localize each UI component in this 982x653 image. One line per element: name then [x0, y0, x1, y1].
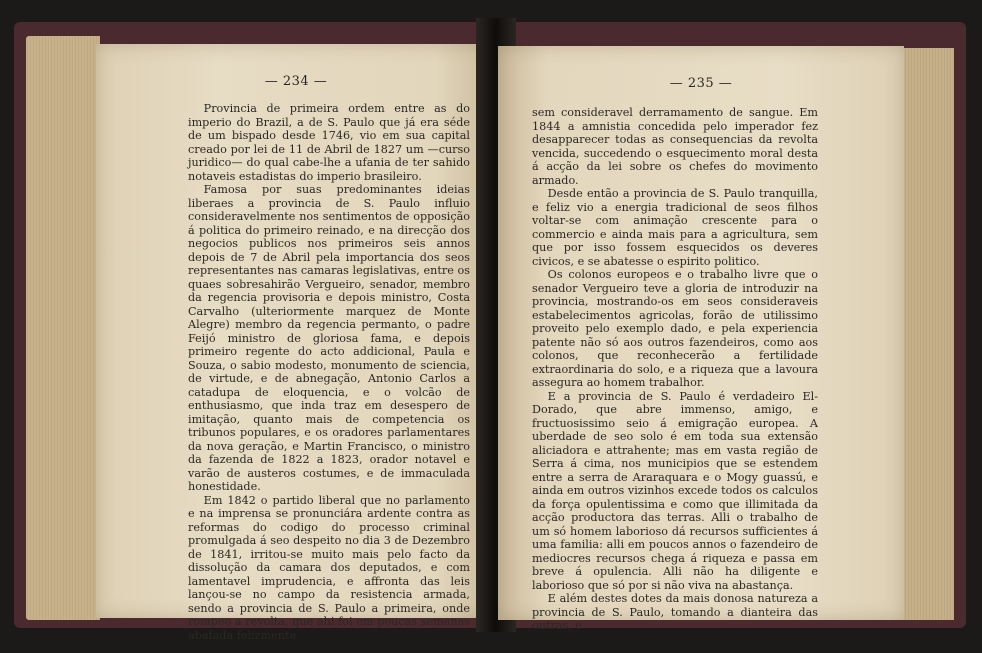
left-page — [96, 44, 496, 642]
right-page-text — [532, 106, 818, 633]
page-edges-right — [898, 48, 954, 620]
paragraph: Provincia de primeira ordem entre as do imperio do Brazil, a de S. Paulo que já era séde de um bispado desde 1746, vio em sua capital creado por lei de 11 de Abril de 1827 um —curso juridico— do qual cabe-lhe a ufania de ter sahido notaveis estadistas do imperio brasileiro. — [188, 102, 470, 183]
left-page-text — [188, 102, 470, 642]
page-number-235: — 235 — — [669, 76, 733, 91]
paragraph: Desde então a provincia de S. Paulo tranquilla, e feliz vio a energia tradicional de seos filhos voltar-se com animação crescente para o commercio e ainda mais para a agricultura, sem que por isso fossem esquecidos os deveres civicos, e se abatesse o espirito politico. — [532, 187, 818, 268]
paragraph: E a provincia de S. Paulo é verdadeiro El-Dorado, que abre immenso, amigo, e fructuosissimo seio á emigração europea. A uberdade de seo solo é em toda sua extensão aliciadora e attrahente; mas em vasta região de Serra á cima, nos municipios que se estendem entre a serra de Araraquara e o Mogy guassú, e ainda em outros vizinhos excede todos os calculos da força opulentissima e como que illimitada da acção productora das terras. Alli o trabalho de um só homem laborioso dá recursos sufficientes á uma familia: alli em poucos annos o fazendeiro de mediocres recursos chega á riqueza e passa em breve á opulencia. Alli não ha diligente e laborioso que só por si não viva na abastança. — [532, 389, 818, 592]
right-page — [498, 46, 904, 632]
page-number-234: — 234 — — [264, 74, 328, 89]
paragraph: E além destes dotes da mais donosa natureza a provincia de S. Paulo, tomando a dianteira das outras, e — [532, 592, 818, 632]
paragraph: Em 1842 o partido liberal que no parlamento e na imprensa se pronunciára ardente contra as reformas do codigo do processo criminal promulgada á seo despeito no dia 3 de Dezembro de 1841, irritou-se muito mais pelo facto da dissolução da camara dos deputados, e com lamentavel imprudencia, e affronta das leis lançou-se no campo da resistencia armada, sendo a provincia de S. Paulo a primeira, onde rompeo a revolta, que ahi foi em poucas semanas abafada felizmente — [188, 493, 470, 642]
page-edges-left — [26, 36, 100, 620]
paragraph: Os colonos europeos e o trabalho livre que o senador Vergueiro teve a gloria de introduzir na provincia, mostrando-os em seos consideraveis estabelecimentos agricolas, forão de utilissimo proveito pelo exemplo dado, e pela experiencia patente não só aos outros fazendeiros, como aos colonos, que reconhecerão a fertilidade extraordinaria do solo, e a riqueza que a lavoura assegura ao homem trabalhor. — [532, 268, 818, 389]
paragraph: sem consideravel derramamento de sangue. Em 1844 a amnistia concedida pelo imperador fez desapparecer todas as consequencias da revolta vencida, succedendo o esquecimento moral desta á acção da lei sobre os chefes do movimento armado. — [532, 106, 818, 187]
paragraph: Famosa por suas predominantes ideias liberaes a provincia de S. Paulo influio consideravelmente nos sentimentos de opposição á politica do primeiro reinado, e na direcção dos negocios publicos nos primeiros seis annos depois de 7 de Abril pela importancia dos seos representantes nas camaras legislativas, entre os quaes sobresahirão Vergueiro, senador, membro da regencia provisoria e depois ministro, Costa Carvalho (ulteriormente marquez de Monte Alegre) membro da regencia permanto, o padre Feijó ministro de gloriosa fama, e depois primeiro regente do acto addicional, Paula e Souza, o sabio modesto, monumento de sciencia, de virtude, e de abnegação, Antonio Carlos a catadupa de eloquencia, e o volcão de enthusiasmo, que inda traz em desespero de imitação, quanto mais de competencia os tribunos populares, e os oradores parlamentares da nova geração, e Martin Francisco, o ministro da fazenda de 1822 a 1823, orador notavel e varão de austeros costumes, e de immaculada honestidade. — [188, 183, 470, 493]
